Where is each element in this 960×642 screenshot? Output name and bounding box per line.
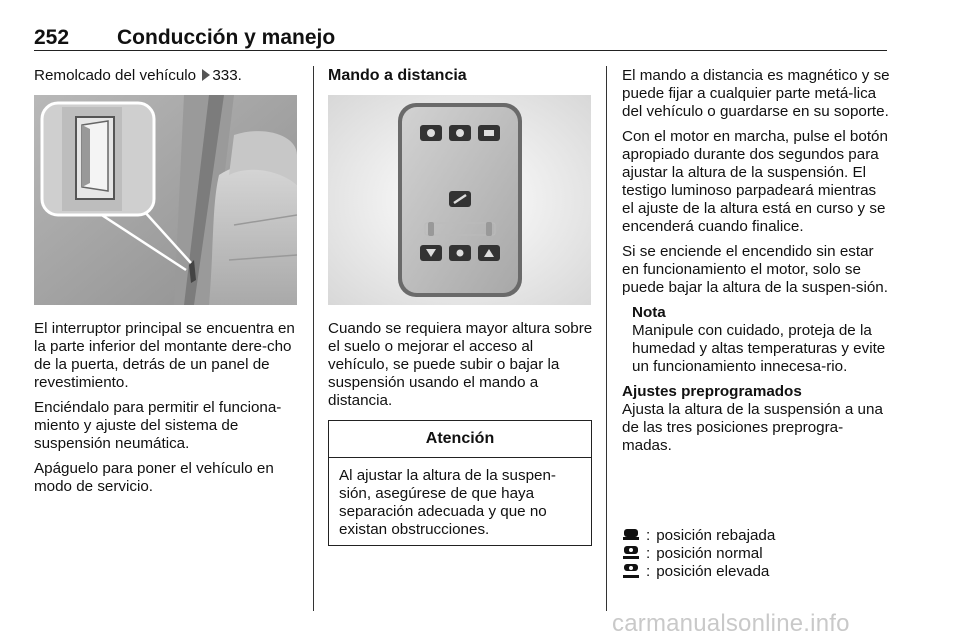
cross-reference-arrow-icon xyxy=(202,69,210,81)
switch-illustration xyxy=(34,95,297,305)
preset-label-lowered: posición rebajada xyxy=(656,527,776,544)
column-divider-1 xyxy=(313,66,314,611)
remote-control-figure xyxy=(328,95,591,305)
note-title: Nota xyxy=(632,304,666,321)
note-text: Manipule con cuidado, proteja de la humedad y altas temperaturas y evite un funcionamiento innecesa-rio. xyxy=(632,322,886,375)
engine-running-paragraph: Con el motor en marcha, pulse el botón apropiado durante dos segundos para ajustar la altura de la suspensión. El testigo luminoso parpadeará mientras el ajuste de la altura está en curso y se encenderá cuando finalice. xyxy=(622,128,888,235)
page-title: Conducción y manejo xyxy=(117,26,336,49)
preset-row-normal: : posición normal xyxy=(622,545,763,565)
door-pillar-switch-figure xyxy=(34,95,297,305)
note-block xyxy=(622,304,890,376)
warning-box xyxy=(328,420,592,546)
presets-heading: Ajustes preprogramados xyxy=(622,383,802,400)
ignition-paragraph: Si se enciende el encendido sin estar en funcionamiento el motor, solo se puede bajar la altura de la suspen-sión. xyxy=(622,243,888,296)
tow-reference: Remolcado del vehículo 333. xyxy=(34,67,242,84)
warning-title: Atención xyxy=(329,421,591,458)
column-divider-2 xyxy=(606,66,607,611)
remote-heading: Mando a distancia xyxy=(328,67,467,84)
magnetic-paragraph: El mando a distancia es magnético y se puede fijar a cualquier parte metá-lica del vehículo o guardarse en su soporte. xyxy=(622,67,890,120)
switch-off-paragraph: Apáguelo para poner el vehículo en modo de servicio. xyxy=(34,460,274,495)
height-buttons xyxy=(420,245,500,261)
switch-on-paragraph: Enciéndalo para permitir el funciona-miento y ajuste del sistema de suspensión neumática. xyxy=(34,399,282,452)
remote-control-illustration xyxy=(328,95,591,305)
tow-page-link[interactable]: 333. xyxy=(212,67,242,84)
car-raised-icon xyxy=(622,564,640,583)
preset-row-lowered: : posición rebajada xyxy=(622,527,775,547)
preset-row-raised: : posición elevada xyxy=(622,563,769,583)
preset-label-normal: posición normal xyxy=(656,545,763,562)
column-1-body xyxy=(34,320,304,503)
page-number: 252 xyxy=(34,26,70,49)
watermark: carmanualsonline.info xyxy=(612,610,850,637)
preset-label-raised: posición elevada xyxy=(656,563,770,580)
column-3-body xyxy=(622,67,890,462)
page-header xyxy=(34,26,887,51)
preset-buttons xyxy=(420,125,500,141)
presets-intro: Ajusta la altura de la suspensión a una de las tres posiciones preprogra-madas. xyxy=(622,401,883,454)
remote-paragraph: Cuando se requiera mayor altura sobre el suelo o mejorar el acceso al vehículo, se puede subir o bajar la suspensión usando el mando a distancia. xyxy=(328,320,593,409)
warning-text: Al ajustar la altura de la suspen-sión, asegúrese de que haya separación adecuada y que no existan obstrucciones. xyxy=(339,467,556,538)
main-switch-paragraph: El interruptor principal se encuentra en la parte inferior del montante dere-cho de la puerta, detrás de un panel de revestimiento. xyxy=(34,320,295,391)
